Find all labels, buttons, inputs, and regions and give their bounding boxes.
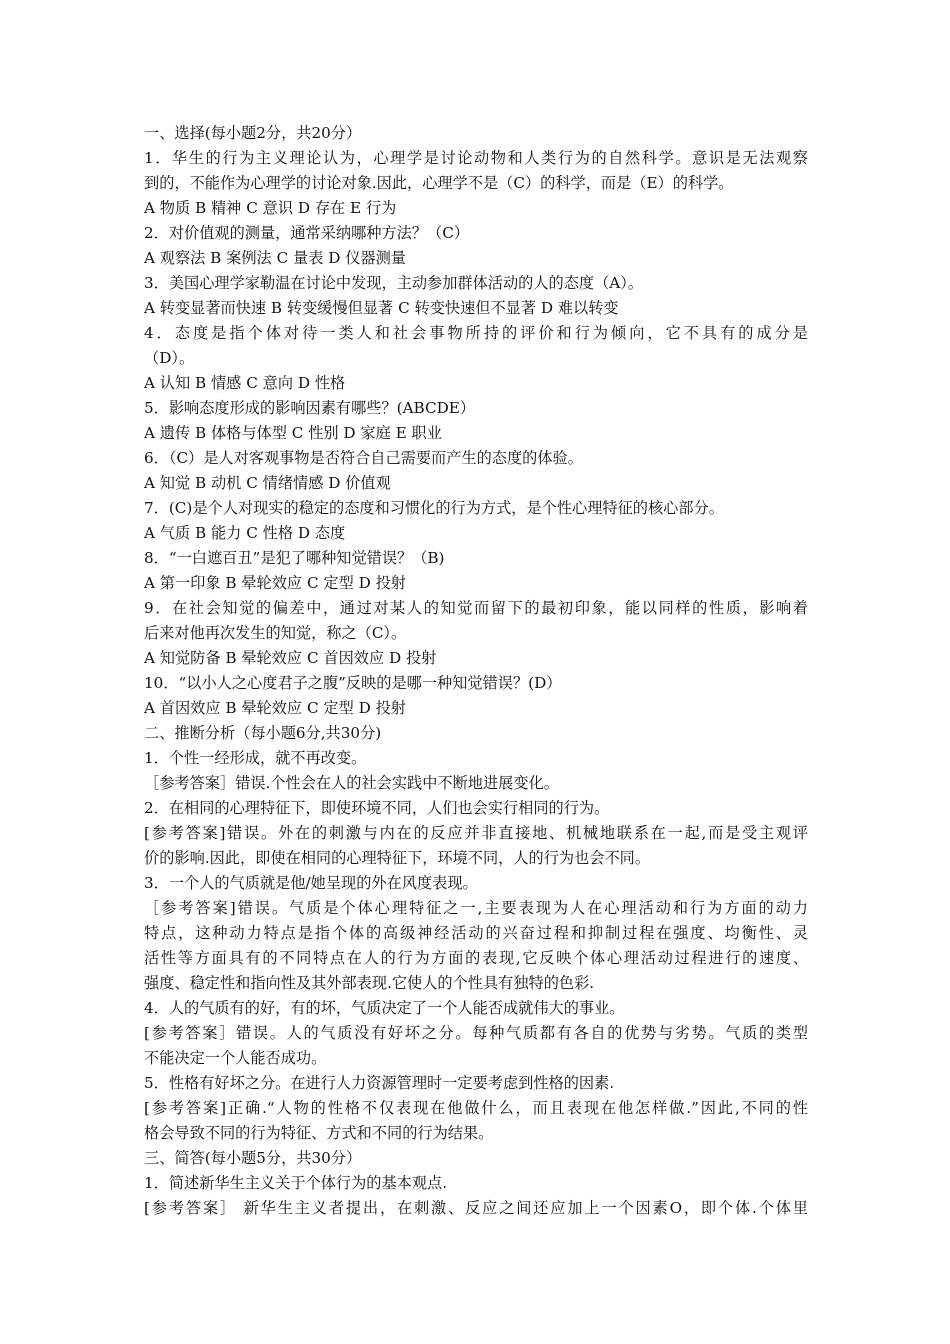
text-line: [参考答案］ 新华生主义者提出，在刺激、反应之间还应加上一个因素O，即个体.个体里	[144, 1199, 808, 1217]
section-heading: 二、推断分析（每小题6分,共30分)	[144, 724, 382, 742]
answer-options-line: A 认知 B 情感 C 意向 D 性格	[144, 374, 346, 392]
text-line: 强度、稳定性和指向性及其外部表现.它使人的个性具有独特的色彩.	[144, 974, 595, 992]
text-line: 8．“一白遮百丑”是犯了哪种知觉错误？（B)	[144, 549, 445, 567]
text-line: ［参考答案］错误.个性会在人的社会实践中不断地进展变化。	[144, 774, 559, 792]
answer-options-line: A 物质 B 精神 C 意识 D 存在 E 行为	[144, 199, 397, 217]
text-line: 不能决定一个人能否成功。	[144, 1049, 327, 1067]
text-line: 活性等方面具有的不同特点在人的行为方面的表现,它反映个体心理活动过程进行的速度、	[144, 949, 808, 967]
text-line: 价的影响.因此，即使在相同的心理特征下，环境不同，人的行为也会不同。	[144, 849, 651, 867]
text-line: 10．“以小人之心度君子之腹”反映的是哪一种知觉错误？(D）	[144, 674, 562, 692]
answer-options-line: A 遗传 B 体格与体型 C 性别 D 家庭 E 职业	[144, 424, 442, 442]
text-line: 5．性格有好坏之分。在进行人力资源管理时一定要考虑到性格的因素.	[144, 1074, 615, 1092]
text-line: 格会导致不同的行为特征、方式和不同的行为结果。	[144, 1124, 494, 1142]
text-line: [参考答案］错误。人的气质没有好坏之分。每种气质都有各自的优势与劣势。气质的类型	[144, 1024, 808, 1042]
text-line: [参考答案]正确.“人物的性格不仅表现在他做什么，而且表现在他怎样做.”因此,不同的性	[144, 1099, 808, 1117]
text-line: 2．对价值观的测量，通常采纳哪种方法？（C）	[144, 224, 470, 242]
answer-options-line: A 知觉防备 B 晕轮效应 C 首因效应 D 投射	[144, 649, 437, 667]
text-line: [参考答案]错误。外在的刺激与内在的反应并非直接地、机械地联系在一起,而是受主观评	[144, 824, 808, 842]
text-line: 3．一个人的气质就是他/她呈现的外在风度表现。	[144, 874, 478, 892]
text-line: 6．（C）是人对客观事物是否符合自己需要而产生的态度的体验。	[144, 449, 583, 467]
text-line: 4．人的气质有的好，有的坏，气质决定了一个人能否成就伟大的事业。	[144, 999, 625, 1017]
text-line: 1．华生的行为主义理论认为，心理学是讨论动物和人类行为的自然科学。意识是无法观察	[144, 149, 808, 167]
answer-options-line: A 知觉 B 动机 C 情绪情感 D 价值观	[144, 474, 391, 492]
text-line: 5．影响态度形成的影响因素有哪些？(ABCDE）	[144, 399, 476, 417]
answer-options-line: A 观察法 B 案例法 C 量表 D 仪器测量	[144, 249, 406, 267]
answer-options-line: A 首因效应 B 晕轮效应 C 定型 D 投射	[144, 699, 406, 717]
document-page	[144, 121, 808, 1221]
text-line: 9．在社会知觉的偏差中，通过对某人的知觉而留下的最初印象，能以同样的性质，影响着	[144, 599, 808, 617]
text-line: 后来对他再次发生的知觉，称之（C）。	[144, 624, 407, 642]
section-heading: 一、选择(每小题2分，共20分）	[144, 124, 362, 142]
text-line: 7．(C)是个人对现实的稳定的态度和习惯化的行为方式，是个性心理特征的核心部分。	[144, 499, 724, 517]
text-line: 3．美国心理学家勒温在讨论中发现，主动参加群体活动的人的态度（A）。	[144, 274, 644, 292]
answer-options-line: A 转变显著而快速 B 转变缓慢但显著 C 转变快速但不显著 D 难以转变	[144, 299, 619, 317]
text-line: 1．个性一经形成，就不再改变。	[144, 749, 367, 767]
text-line: 1．简述新华生主义关于个体行为的基本观点.	[144, 1174, 448, 1192]
text-line: 2．在相同的心理特征下，即使环境不同，人们也会实行相同的行为。	[144, 799, 610, 817]
text-line: 到的，不能作为心理学的讨论对象.因此，心理学不是（C）的科学，而是（E）的科学。	[144, 174, 734, 192]
answer-options-line: A 气质 B 能力 C 性格 D 态度	[144, 524, 346, 542]
text-line: 4．态度是指个体对待一类人和社会事物所持的评价和行为倾向，它不具有的成分是	[144, 324, 808, 342]
answer-options-line: A 第一印象 B 晕轮效应 C 定型 D 投射	[144, 574, 406, 592]
text-line: ［参考答案]错误。气质是个体心理特征之一,主要表现为人在心理活动和行为方面的动力	[144, 899, 808, 917]
text-line: 特点，这种动力特点是指个体的高级神经活动的兴奋过程和抑制过程在强度、均衡性、灵	[144, 924, 808, 942]
text-line: （D）。	[144, 349, 195, 367]
section-heading: 三、简答(每小题5分，共30分）	[144, 1149, 362, 1167]
